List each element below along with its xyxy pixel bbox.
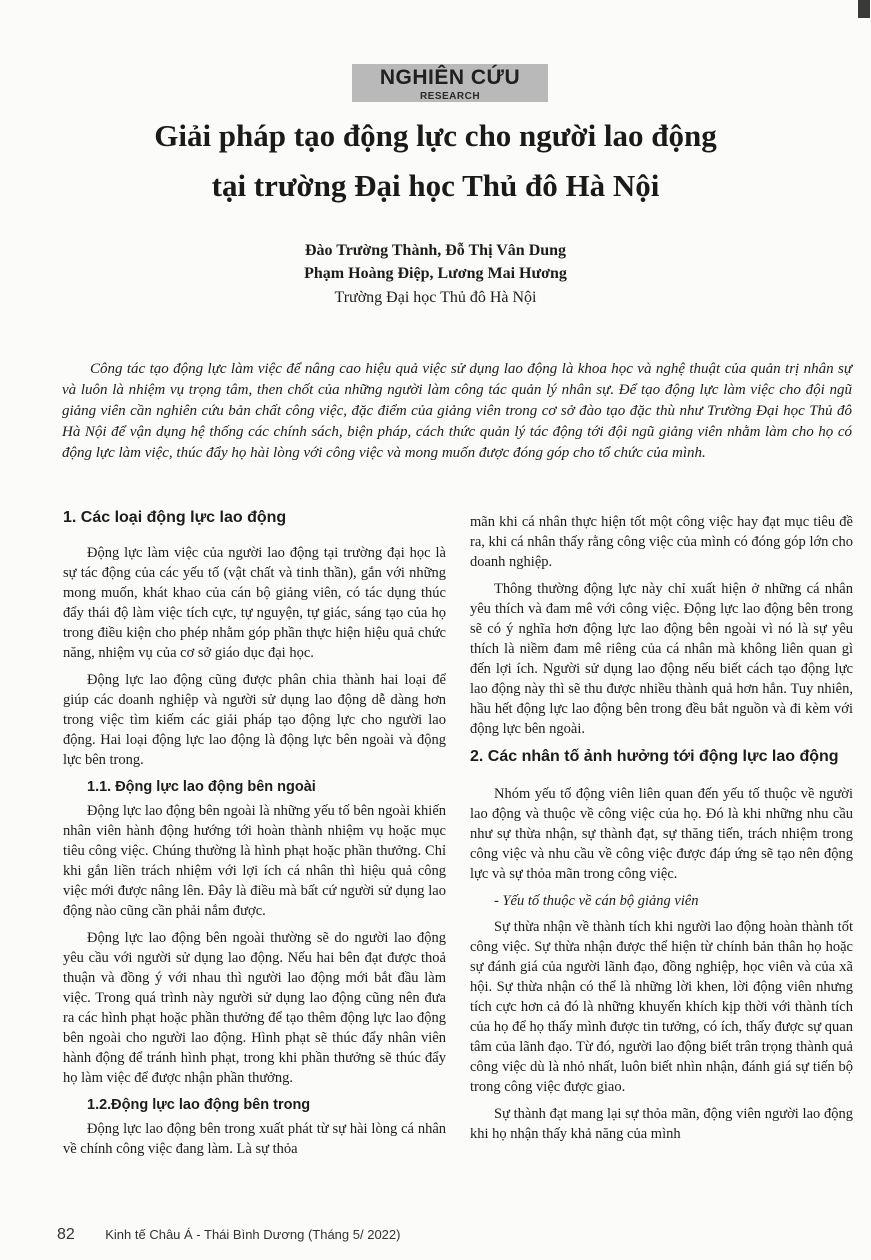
paragraph: Động lực lao động cũng được phân chia thành hai loại để giúp các doanh nghiệp và người sử dụng lao động dễ dàng hơn trong việc tìm kiếm các giải pháp tạo động lực cho người lao động. Hai loại động lực lao động là động lực bên ngoài và động lực bên trong. (63, 672, 446, 768)
section-label: NGHIÊN CỨU (379, 66, 521, 89)
page-edge-mark (858, 0, 870, 18)
paragraph: Sự thừa nhận về thành tích khi người lao động hoàn thành tốt công việc. Sự thừa nhận được thể hiện từ chính bản thân họ hoặc sự đánh giá của người lãnh đạo, đồng nghiệp, học viên và của xã hội. Sự thừa nhận có thể là những lời khen, lời động viên nhưng tích cực hơn cả đó là những khuyến khích kịp thời với thành tích của họ để họ thấy mình được tin tưởng, có ích, thấy được sự quan tâm của lãnh đạo. Từ đó, người lao động biết trân trọng thành quả công việc dù là nhỏ nhất, luôn biết nhìn nhận, đánh giá sự tiến bộ trong công việc được giao. (470, 919, 853, 1095)
article-title-line2: tại trường Đại học Thủ đô Hà Nội (211, 168, 660, 203)
article-title-line1: Giải pháp tạo động lực cho người lao động (154, 118, 717, 153)
journal-name: Kinh tế Châu Á - Thái Bình Dương (Tháng 5/ 2022) (105, 1227, 401, 1242)
paragraph: Nhóm yếu tố động viên liên quan đến yếu tố thuộc về người lao động và thuộc về công việc của họ. Đó là khi những nhu cầu như sự thừa nhận, sự thành đạt, sự thăng tiến, trách nhiệm trong công việc và nhu cầu về công việc được đáp ứng sẽ tạo nên động lực và sự thỏa mãn trong công việc. (470, 786, 853, 882)
affiliation: Trường Đại học Thủ đô Hà Nội (334, 289, 537, 306)
paragraph: Động lực lao động bên trong xuất phát từ sự hài lòng cá nhân về chính công việc đang làm. Là sự thỏa (63, 1121, 446, 1157)
section-label-en: RESEARCH (419, 91, 481, 102)
paragraph: Sự thành đạt mang lại sự thỏa mãn, động viên người lao động khi họ nhận thấy khả năng của mình (470, 1106, 853, 1142)
right-column (470, 512, 853, 1151)
section-heading-2: 2. Các nhân tố ảnh hưởng tới động lực lao động (470, 748, 839, 765)
bullet-item: - Yếu tố thuộc về cán bộ giảng viên (494, 893, 699, 909)
abstract: Công tác tạo động lực làm việc để nâng cao hiệu quả việc sử dụng lao động là khoa học và nghệ thuật của quản trị nhân sự và luôn là nhiệm vụ trọng tâm, then chốt của những người làm công tác quản lý nhân sự. Để tạo động lực làm việc cho đội ngũ giảng viên cần nghiên cứu bản chất công việc, đặc điểm của giảng viên trong cơ sở đào tạo đặc thù như Trường Đại học Thủ đô Hà Nội để vận dụng hệ thống các chính sách, biện pháp, cách thức quản lý tác động tới đội ngũ giảng viên nhằm làm cho họ có động lực làm việc, thúc đẩy họ hài lòng với công việc và mong muốn được đóng góp cho tổ chức của mình. (62, 361, 852, 461)
left-column (63, 507, 446, 1166)
authors-line2: Phạm Hoàng Điệp, Lương Mai Hương (304, 265, 567, 282)
section-heading-1: 1. Các loại động lực lao động (63, 509, 287, 526)
paragraph: Động lực làm việc của người lao động tại trường đại học là sự tác động của các yếu tố (vật chất và tinh thần), gắn với những mong muốn, khát khao của cán bộ giảng viên, có tác dụng thúc đẩy thái độ làm việc tích cực, tự nguyện, tự giác, sáng tạo của họ trong điều kiện cho phép nhằm góp phần thực hiện hiệu quả chức năng, nhiệm vụ của cơ sở giáo dục đại học. (63, 545, 446, 661)
page-footer (57, 1226, 837, 1244)
paragraph: Động lực lao động bên ngoài thường sẽ do người lao động yêu cầu với người sử dụng lao động. Nếu hai bên đạt được thoả thuận và đồng ý với nhau thì người lao động mới bắt đầu làm việc. Trong quá trình này người sử dụng lao động cũng nên đưa ra các hình phạt hoặc phần thưởng để tạo thêm động lực lao động bên ngoài cho người lao động. Hình phạt sẽ thúc đẩy nhân viên hành động để tránh hình phạt, trong khi phần thưởng sẽ thúc đẩy họ làm việc để được nhận phần thưởng. (63, 930, 446, 1086)
paragraph: Thông thường động lực này chỉ xuất hiện ở những cá nhân yêu thích và đam mê với công việc. Động lực lao động bên trong sẽ có ý nghĩa hơn động lực lao động bên ngoài vì nó là sự yêu thích là niềm đam mê riêng của cá nhân mà không liên quan gì đến lợi ích. Người sử dụng lao động nếu biết cách tạo động lực lao động này thì sẽ thu được nhiều thành quả hơn hẳn. Tuy nhiên, hầu hết động lực lao động bên trong đều bắt nguồn và đi kèm với động lực bên ngoài. (470, 581, 853, 737)
paragraph: mãn khi cá nhân thực hiện tốt một công việc hay đạt mục tiêu đề ra, khi cá nhân thấy rằng công việc của mình có đóng góp lớn cho doanh nghiệp. (470, 514, 853, 570)
subsection-heading-1-2: 1.2.Động lực lao động bên trong (87, 1097, 311, 1113)
subsection-heading-1-1: 1.1. Động lực lao động bên ngoài (87, 779, 316, 795)
authors-line1: Đào Trường Thành, Đỗ Thị Vân Dung (304, 242, 567, 259)
paragraph: Động lực lao động bên ngoài là những yếu tố bên ngoài khiến nhân viên hành động hướng tới hoàn thành nhiệm vụ hoặc mục tiêu công việc. Chúng thường là hình phạt hoặc phần thưởng. Chỉ khi gắn liền trách nhiệm với lợi ích cá nhân thì hiệu quả công việc mới được nâng lên. Đây là điều mà bất cứ người sử dụng lao động nào cũng cần phải nắm được. (63, 803, 446, 919)
page-number: 82 (57, 1226, 75, 1243)
